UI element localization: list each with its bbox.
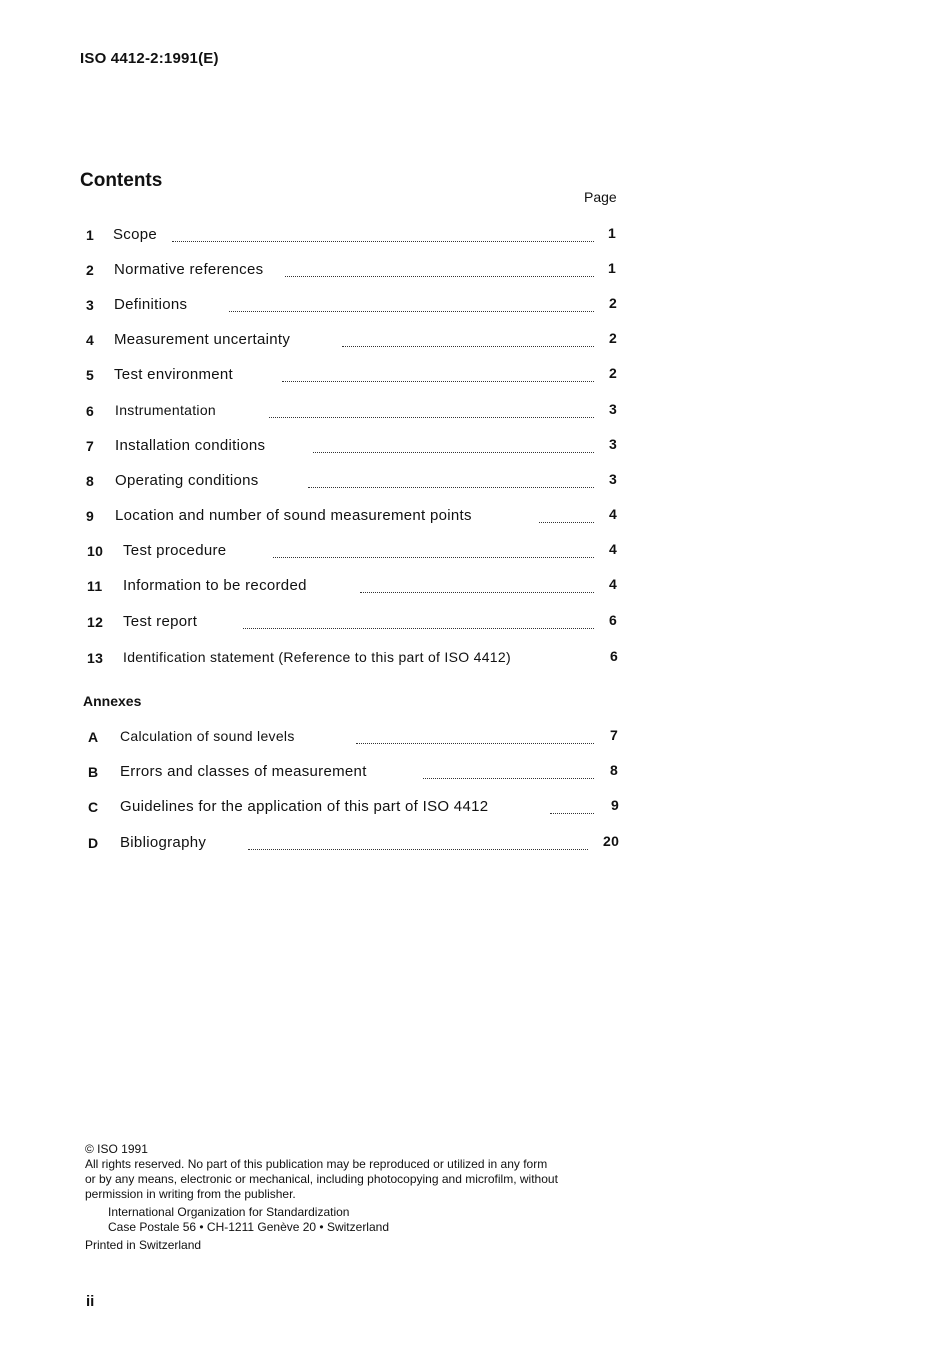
toc-entry[interactable]	[86, 471, 622, 493]
toc-leader-dots	[313, 440, 594, 453]
toc-entry-number: 7	[86, 438, 95, 454]
toc-entry[interactable]	[86, 506, 622, 528]
toc-entry-title: Scope	[113, 226, 158, 243]
annex-entry-letter: D	[88, 835, 99, 851]
toc-entry[interactable]	[86, 648, 622, 670]
toc-entry-page: 2	[609, 295, 618, 311]
toc-entry-page: 2	[609, 365, 618, 381]
toc-leader-dots	[285, 264, 594, 277]
toc-entry[interactable]	[86, 541, 622, 563]
toc-entry[interactable]	[86, 330, 622, 352]
toc-entry-title: Location and number of sound measurement points	[115, 507, 472, 524]
toc-entry-title: Operating conditions	[115, 472, 259, 489]
toc-entry-title: Installation conditions	[115, 437, 266, 454]
toc-leader-dots	[243, 616, 594, 629]
toc-entry-number: 1	[86, 227, 95, 243]
toc-leader-dots	[550, 801, 594, 814]
toc-entry-page: 4	[609, 506, 618, 522]
annex-entry[interactable]	[86, 797, 622, 819]
organization-address: Case Postale 56 • CH-1211 Genève 20 • Switzerland	[108, 1220, 389, 1234]
annex-entry-page: 8	[610, 762, 619, 778]
toc-entry-title: Test environment	[114, 366, 234, 383]
toc-leader-dots	[229, 299, 594, 312]
toc-leader-dots	[423, 766, 594, 779]
annex-entry-title: Guidelines for the application of this part of ISO 4412	[120, 798, 489, 815]
annex-entry-letter: A	[88, 729, 99, 745]
toc-entry[interactable]	[86, 612, 622, 634]
toc-entry-title: Test report	[123, 613, 198, 630]
toc-entry[interactable]	[86, 436, 622, 458]
annex-entry[interactable]	[86, 833, 622, 855]
copyright-footer	[85, 1142, 645, 1253]
page-column-label: Page	[584, 189, 617, 205]
printed-in-line: Printed in Switzerland	[85, 1238, 202, 1252]
toc-entry[interactable]	[86, 401, 622, 423]
toc-entry[interactable]	[86, 225, 622, 247]
toc-leader-dots	[360, 580, 594, 593]
toc-entry-page: 4	[609, 541, 618, 557]
toc-entry[interactable]	[86, 260, 622, 282]
toc-leader-dots	[282, 369, 594, 382]
toc-entry-page: 3	[609, 471, 618, 487]
copyright-line: © ISO 1991	[85, 1142, 148, 1156]
toc-entry-number: 9	[86, 508, 95, 524]
toc-entry[interactable]	[86, 365, 622, 387]
annex-entry-letter: B	[88, 764, 99, 780]
organization-name: International Organization for Standardization	[108, 1205, 350, 1219]
annex-entry-letter: C	[88, 799, 99, 815]
toc-entry-title: Instrumentation	[115, 402, 216, 418]
rights-text-line: permission in writing from the publisher.	[85, 1187, 296, 1201]
toc-entry-number: 5	[86, 367, 95, 383]
toc-entry[interactable]	[86, 295, 622, 317]
annex-entry-page: 9	[611, 797, 620, 813]
toc-entry-title: Measurement uncertainty	[114, 331, 291, 348]
toc-entry-page: 1	[608, 260, 617, 276]
toc-entry-page: 2	[609, 330, 618, 346]
toc-leader-dots	[248, 837, 588, 850]
toc-entry-number: 3	[86, 297, 95, 313]
toc-entry-number: 8	[86, 473, 95, 489]
toc-entry-number: 13	[87, 650, 104, 666]
toc-entry-page: 4	[609, 576, 618, 592]
toc-leader-dots	[308, 475, 594, 488]
toc-leader-dots	[342, 334, 594, 347]
toc-entry-title: Identification statement (Reference to this part of ISO 4412)	[123, 649, 511, 665]
toc-entry-title: Information to be recorded	[123, 577, 307, 594]
toc-leader-dots	[269, 405, 594, 418]
contents-title: Contents	[80, 170, 163, 191]
rights-text-line: All rights reserved. No part of this publication may be reproduced or utilized in any form	[85, 1157, 548, 1171]
toc-entry-title: Test procedure	[123, 542, 227, 559]
annex-entry-page: 20	[603, 833, 620, 849]
annex-entry-page: 7	[610, 727, 619, 743]
toc-entry-number: 6	[86, 403, 95, 419]
annex-entry[interactable]	[86, 762, 622, 784]
toc-leader-dots	[172, 229, 594, 242]
page-number: ii	[86, 1293, 95, 1310]
toc-entry-number: 12	[87, 614, 104, 630]
toc-entry-number: 2	[86, 262, 95, 278]
toc-entry-page: 1	[608, 225, 617, 241]
toc-entry-title: Definitions	[114, 296, 188, 313]
toc-entry-page: 6	[610, 648, 619, 664]
toc-leader-dots	[356, 731, 594, 744]
annex-entry[interactable]	[86, 727, 622, 749]
annexes-heading: Annexes	[83, 693, 142, 709]
toc-entry-number: 10	[87, 543, 104, 559]
rights-text-line: or by any means, electronic or mechanical, including photocopying and microfilm, without	[85, 1172, 558, 1186]
toc-entry-number: 11	[87, 578, 103, 594]
annex-entry-title: Errors and classes of measurement	[120, 763, 367, 780]
toc-entry-page: 3	[609, 401, 618, 417]
toc-entry-title: Normative references	[114, 261, 264, 278]
toc-entry-page: 6	[609, 612, 618, 628]
annex-entry-title: Calculation of sound levels	[120, 728, 295, 744]
toc-leader-dots	[539, 510, 594, 523]
toc-leader-dots	[273, 545, 594, 558]
annex-entry-title: Bibliography	[120, 834, 207, 851]
toc-entry-number: 4	[86, 332, 95, 348]
toc-entry[interactable]	[86, 576, 622, 598]
toc-entry-page: 3	[609, 436, 618, 452]
document-id-header: ISO 4412-2:1991(E)	[80, 50, 219, 67]
